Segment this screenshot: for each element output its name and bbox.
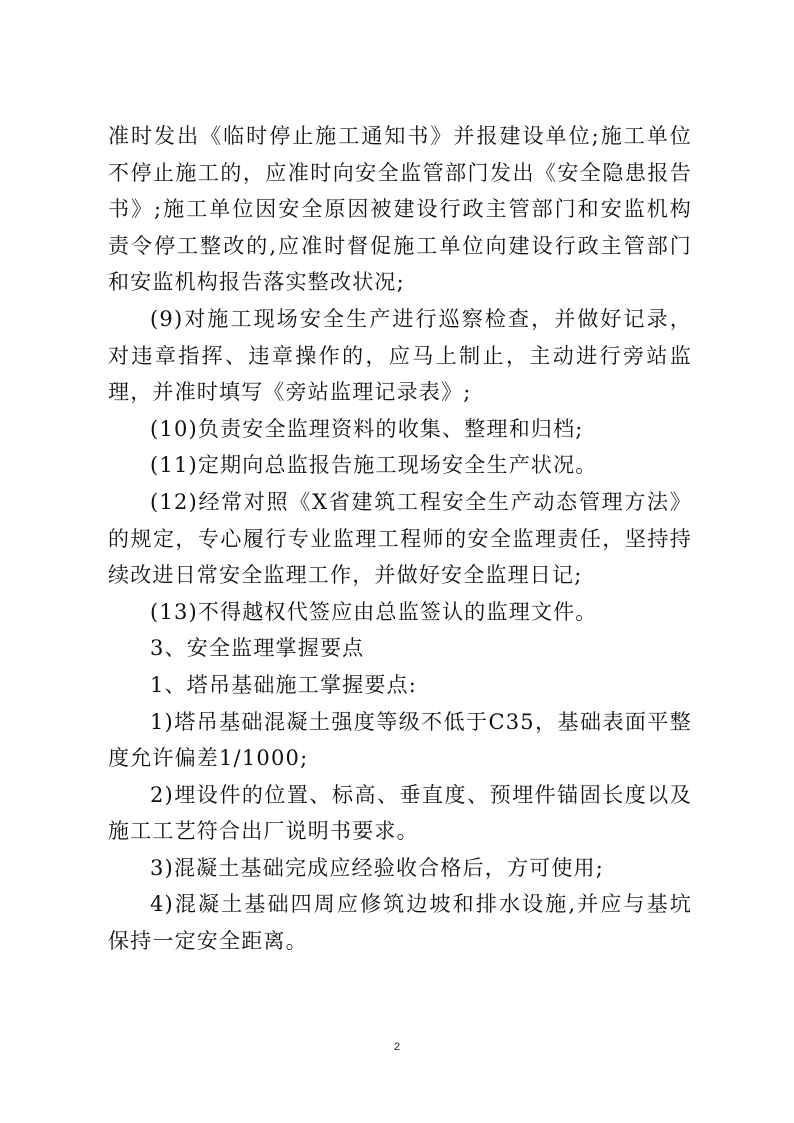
paragraph: (12)经常对照《X省建筑工程安全生产动态管理方法》的规定，专心履行专业监理工程师的安全监理责任，坚持持续改进日常安全监理工作，并做好安全监理日记; [108, 489, 692, 588]
paragraph: 3)混凝土基础完成应经验收合格后，方可使用; [150, 855, 605, 880]
paragraph: (10)负责安全监理资料的收集、整理和归档; [150, 416, 584, 441]
paragraph: 2)埋设件的位置、标高、垂直度、预埋件锚固长度以及施工工艺符合出厂说明书要求。 [108, 782, 692, 844]
page-number: 2 [393, 1041, 401, 1053]
paragraph: (13)不得越权代签应由总监签认的监理文件。 [150, 599, 598, 624]
section-heading: 3、安全监理掌握要点 [150, 636, 365, 661]
paragraph: 4)混凝土基础四周应修筑边坡和排水设施,并应与基坑保持一定安全距离。 [108, 892, 692, 954]
document-body [108, 118, 692, 960]
paragraph: 准时发出《临时停止施工通知书》并报建设单位;施工单位不停止施工的，应准时向安全监管部门发出《安全隐患报告书》;施工单位因安全原因被建设行政主管部门和安监机构责令停工整改的,应准时督促施工单位向建设行政主管部门和安监机构报告落实整改状况; [108, 124, 692, 295]
paragraph: (9)对施工现场安全生产进行巡察检查，并做好记录，对违章指挥、违章操作的，应马上制止，主动进行旁站监理，并准时填写《旁站监理记录表》; [108, 306, 692, 405]
paragraph: (11)定期向总监报告施工现场安全生产状况。 [150, 453, 598, 478]
paragraph: 1)塔吊基础混凝土强度等级不低于C35，基础表面平整度允许偏差1/1000; [108, 709, 692, 771]
subsection-heading: 1、塔吊基础施工掌握要点: [150, 672, 418, 697]
